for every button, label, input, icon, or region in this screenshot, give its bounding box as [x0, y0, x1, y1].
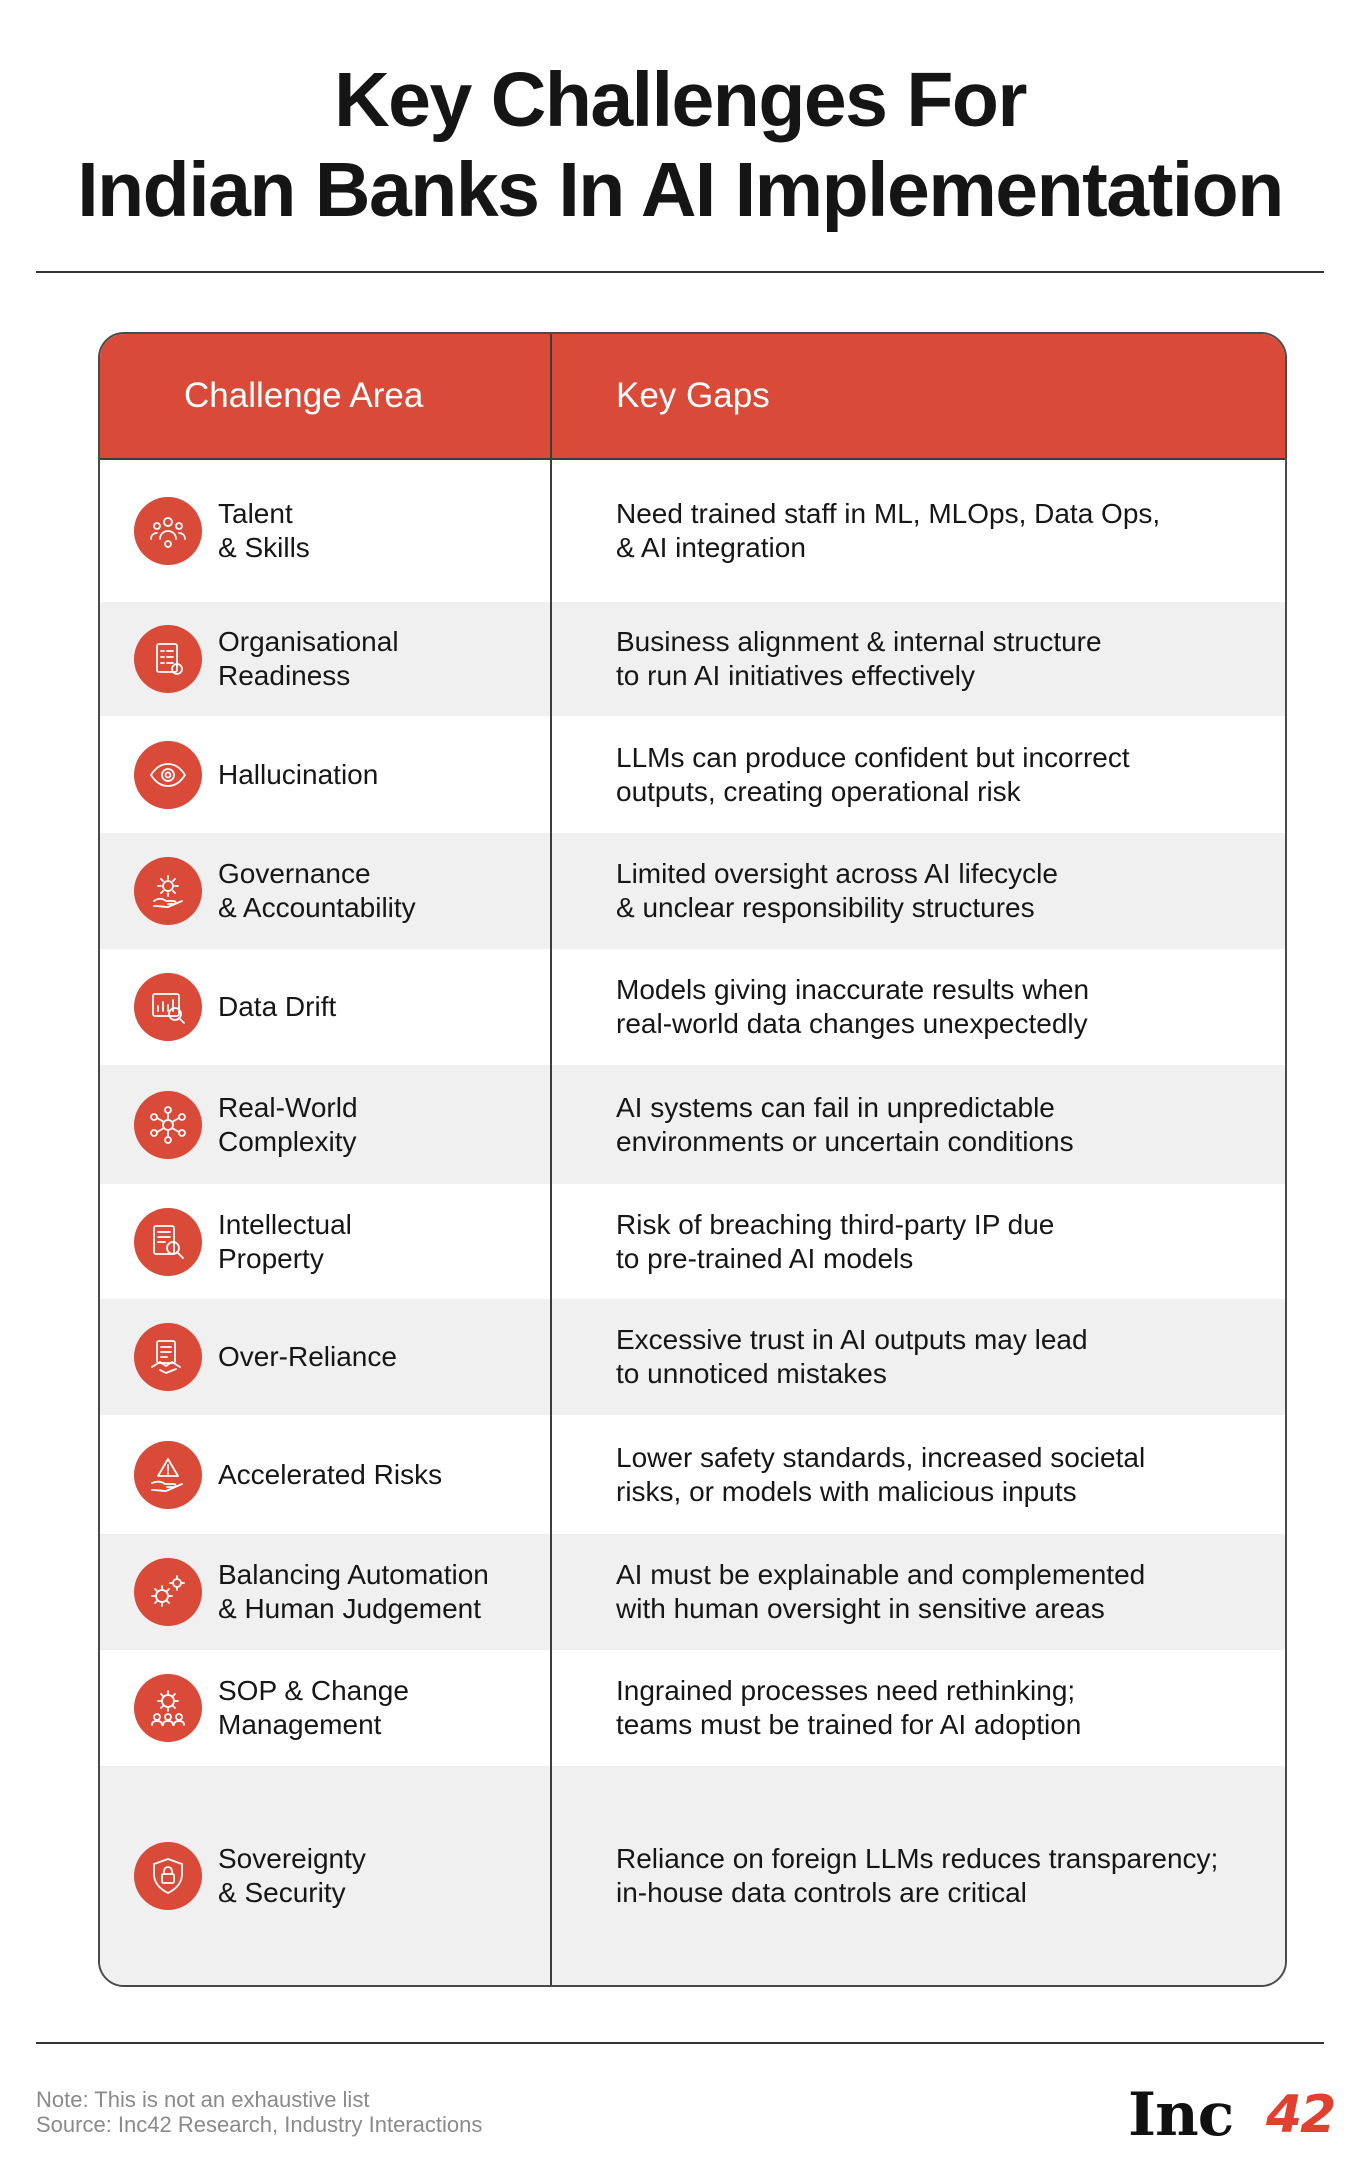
table-row [100, 602, 1285, 716]
source-text: Source: Inc42 Research, Industry Interactions [36, 2112, 483, 2137]
shield-lock-icon [134, 1842, 202, 1910]
challenge-area-text: & Security [218, 1876, 346, 1908]
header-challenge-area: Challenge Area [184, 376, 424, 415]
page-title [0, 55, 1360, 235]
challenge-area-text: Management [218, 1709, 382, 1740]
key-gaps-text: real-world data changes unexpectedly [616, 1008, 1088, 1039]
column-divider [550, 334, 552, 1985]
challenge-area-text: Governance [218, 858, 371, 889]
key-gaps-text: Business alignment & internal structure [616, 626, 1102, 657]
key-gaps-cell [616, 1065, 1276, 1184]
title-line-2: Indian Banks In AI Implementation [77, 147, 1283, 233]
key-gaps-text: to run AI initiatives effectively [616, 660, 975, 691]
challenge-area-cell [218, 1415, 538, 1534]
network-icon [134, 1091, 202, 1159]
key-gaps-text: & AI integration [616, 532, 806, 563]
table-row [100, 1534, 1285, 1650]
table-row [100, 1650, 1285, 1766]
key-gaps-text: outputs, creating operational risk [616, 775, 1021, 807]
key-gaps-text: to pre-trained AI models [616, 1242, 914, 1274]
challenge-area-cell [218, 602, 538, 716]
challenge-area-text: Property [218, 1242, 324, 1274]
challenge-area-text: Complexity [218, 1125, 357, 1157]
key-gaps-text: LLMs can produce confident but incorrect [616, 741, 1130, 773]
key-gaps-cell [616, 1299, 1276, 1415]
warning-hand-icon [134, 1441, 202, 1509]
challenge-area-cell [218, 1065, 538, 1184]
table-row [100, 1184, 1285, 1299]
document-search-icon [134, 1208, 202, 1276]
key-gaps-text: Reliance on foreign LLMs reduces transparency; [616, 1842, 1219, 1874]
key-gaps-text: to unnoticed mistakes [616, 1358, 887, 1389]
handshake-doc-icon [134, 1323, 202, 1391]
gear-people-icon [134, 1674, 202, 1742]
table-row [100, 1065, 1285, 1184]
challenge-area-text: Data Drift [218, 991, 337, 1022]
challenge-area-cell [218, 716, 538, 833]
team-skills-icon [134, 497, 202, 565]
key-gaps-text: with human oversight in sensitive areas [616, 1593, 1105, 1624]
table-row [100, 1766, 1285, 1985]
key-gaps-text: Models giving inaccurate results when [616, 974, 1090, 1005]
title-line-1: Key Challenges For [334, 57, 1026, 143]
key-gaps-text: risks, or models with malicious inputs [616, 1475, 1077, 1507]
challenge-area-text: Balancing Automation [218, 1559, 489, 1590]
key-gaps-text: Excessive trust in AI outputs may lead [616, 1324, 1088, 1355]
table-header [100, 334, 1285, 458]
challenge-area-text: & Skills [218, 532, 310, 563]
key-gaps-text: & unclear responsibility structures [616, 892, 1035, 923]
challenge-area-text: Talent [218, 498, 293, 529]
key-gaps-cell [616, 460, 1276, 602]
key-gaps-text: Risk of breaching third-party IP due [616, 1208, 1055, 1240]
key-gaps-cell [616, 833, 1276, 949]
challenge-area-cell [218, 1534, 538, 1650]
bottom-divider [36, 2042, 1324, 2044]
logo-number: 42 [1266, 2085, 1335, 2145]
key-gaps-cell [616, 949, 1276, 1065]
challenge-area-cell [218, 833, 538, 949]
key-gaps-cell [616, 602, 1276, 716]
key-gaps-text: AI systems can fail in unpredictable [616, 1091, 1055, 1123]
table-row [100, 1415, 1285, 1534]
table-row [100, 460, 1285, 602]
challenge-area-cell [218, 460, 538, 602]
challenge-area-text: Organisational [218, 626, 399, 657]
key-gaps-text: Limited oversight across AI lifecycle [616, 858, 1058, 889]
table-row [100, 833, 1285, 949]
footer-notes [36, 2087, 482, 2137]
key-gaps-cell [616, 1415, 1276, 1534]
eye-icon [134, 741, 202, 809]
gear-hand-icon [134, 857, 202, 925]
key-gaps-cell [616, 1766, 1276, 1985]
challenge-area-text: Sovereignty [218, 1842, 366, 1874]
challenge-area-text: Over-Reliance [218, 1341, 397, 1372]
key-gaps-text: Ingrained processes need rethinking; [616, 1675, 1076, 1706]
challenge-area-cell [218, 1184, 538, 1299]
table-row [100, 1299, 1285, 1415]
challenge-area-text: SOP & Change [218, 1675, 409, 1706]
key-gaps-text: environments or uncertain conditions [616, 1125, 1074, 1157]
challenge-area-text: Real-World [218, 1091, 358, 1123]
challenge-area-text: Hallucination [218, 758, 379, 790]
challenge-area-text: Readiness [218, 660, 351, 691]
challenge-area-text: & Human Judgement [218, 1593, 482, 1624]
header-divider [100, 458, 1285, 460]
logo-text: Inc [1128, 2080, 1234, 2150]
data-chart-icon [134, 973, 202, 1041]
table-row [100, 716, 1285, 833]
key-gaps-cell [616, 1184, 1276, 1299]
table-row [100, 949, 1285, 1065]
note-text: Note: This is not an exhaustive list [36, 2087, 370, 2112]
challenge-area-cell [218, 1299, 538, 1415]
key-gaps-text: teams must be trained for AI adoption [616, 1709, 1082, 1740]
key-gaps-cell [616, 1650, 1276, 1766]
challenge-area-text: & Accountability [218, 892, 416, 923]
challenge-area-cell [218, 949, 538, 1065]
challenge-area-cell [218, 1650, 538, 1766]
challenge-area-text: Accelerated Risks [218, 1458, 443, 1490]
key-gaps-text: in-house data controls are critical [616, 1876, 1027, 1908]
challenges-table [98, 332, 1287, 1987]
top-divider [36, 271, 1324, 273]
checklist-icon [134, 625, 202, 693]
gears-icon [134, 1558, 202, 1626]
key-gaps-cell [616, 1534, 1276, 1650]
key-gaps-text: Need trained staff in ML, MLOps, Data Ops, [616, 498, 1161, 529]
challenge-area-cell [218, 1766, 538, 1985]
key-gaps-text: AI must be explainable and complemented [616, 1559, 1146, 1590]
inc42-logo [1128, 2080, 1335, 2150]
key-gaps-text: Lower safety standards, increased societal [616, 1441, 1146, 1473]
key-gaps-cell [616, 716, 1276, 833]
challenge-area-text: Intellectual [218, 1208, 352, 1240]
header-key-gaps: Key Gaps [616, 376, 770, 415]
